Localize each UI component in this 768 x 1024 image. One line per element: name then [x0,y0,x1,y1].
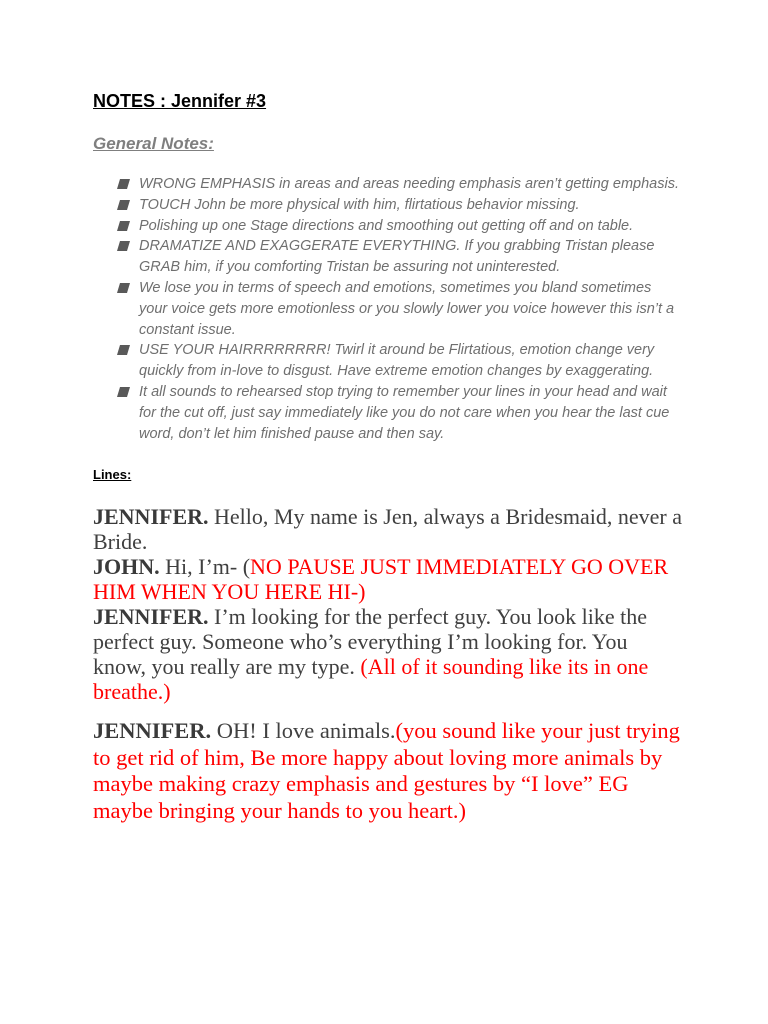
note-text: USE YOUR HAIRRRRRRRR! Twirl it around be Flirtatious, emotion change very quickly from in-love to disgust. Have extreme emotion changes by exaggerating. [139,342,655,380]
director-note: (All of it sounding like its in one breathe.) [93,654,649,705]
square-bullet-icon [117,387,130,397]
speaker-name: JENNIFER. [93,604,209,630]
general-notes-heading: General Notes: [93,134,214,153]
dialogue-line: OH! I love animals. [211,718,396,744]
note-item [117,195,683,216]
note-text: It all sounds to rehearsed stop trying to remember your lines in your head and wait for the cut off, just say immediately like you do not care when you hear the last cue word, don’t let him finished pause and then say. [139,383,670,442]
note-item [117,174,683,195]
director-note: (you sound like your just trying to get rid of him, Be more happy about loving more animals by maybe making crazy emphasis and gestures by “I love” EG maybe bringing your hands to you heart.) [93,718,680,823]
note-item [117,340,683,382]
note-text: WRONG EMPHASIS in areas and areas needing emphasis aren’t getting emphasis. [139,176,679,192]
note-text: Polishing up one Stage directions and smoothing out getting off and on table. [139,217,634,234]
square-bullet-icon [117,241,130,251]
dialogue-line: Hi, I’m- ( [159,554,251,580]
speaker-name: JENNIFER. [93,718,212,744]
note-item [117,236,683,278]
square-bullet-icon [117,283,130,293]
note-item [117,278,683,340]
note-item [117,216,683,237]
script-block-2 [93,718,683,824]
document-title: NOTES : Jennifer #3 [93,91,267,111]
director-note: NO PAUSE JUST IMMEDIATELY GO OVER HIM WHEN YOU HERE HI-) [93,554,669,605]
general-notes-list [93,174,683,444]
speaker-name: JOHN. [93,554,160,580]
note-text: DRAMATIZE AND EXAGGERATE EVERYTHING. If you grabbing Tristan please GRAB him, if you comforting Tristan be assuring not uninterested. [139,238,655,276]
script-block-1 [93,504,683,704]
square-bullet-icon [117,200,130,210]
dialogue-line: Hello, My name is Jen, always a Bridesmaid, never a Bride. [93,504,682,555]
note-text: We lose you in terms of speech and emotions, sometimes you bland sometimes your voice gets more emotionless or you slowly lower you voice however this isn’t a constant issue. [139,279,675,338]
lines-heading: Lines: [93,467,132,483]
dialogue-line: I’m looking for the perfect guy. You look like the perfect guy. Someone who’s everything I’m looking for. You know, you really are my type. [93,604,648,680]
square-bullet-icon [117,179,130,189]
document-page [93,88,683,824]
square-bullet-icon [117,221,130,231]
note-item [117,382,683,444]
square-bullet-icon [117,345,130,355]
note-text: TOUCH John be more physical with him, flirtatious behavior missing. [139,196,580,213]
speaker-name: JENNIFER. [93,504,209,530]
